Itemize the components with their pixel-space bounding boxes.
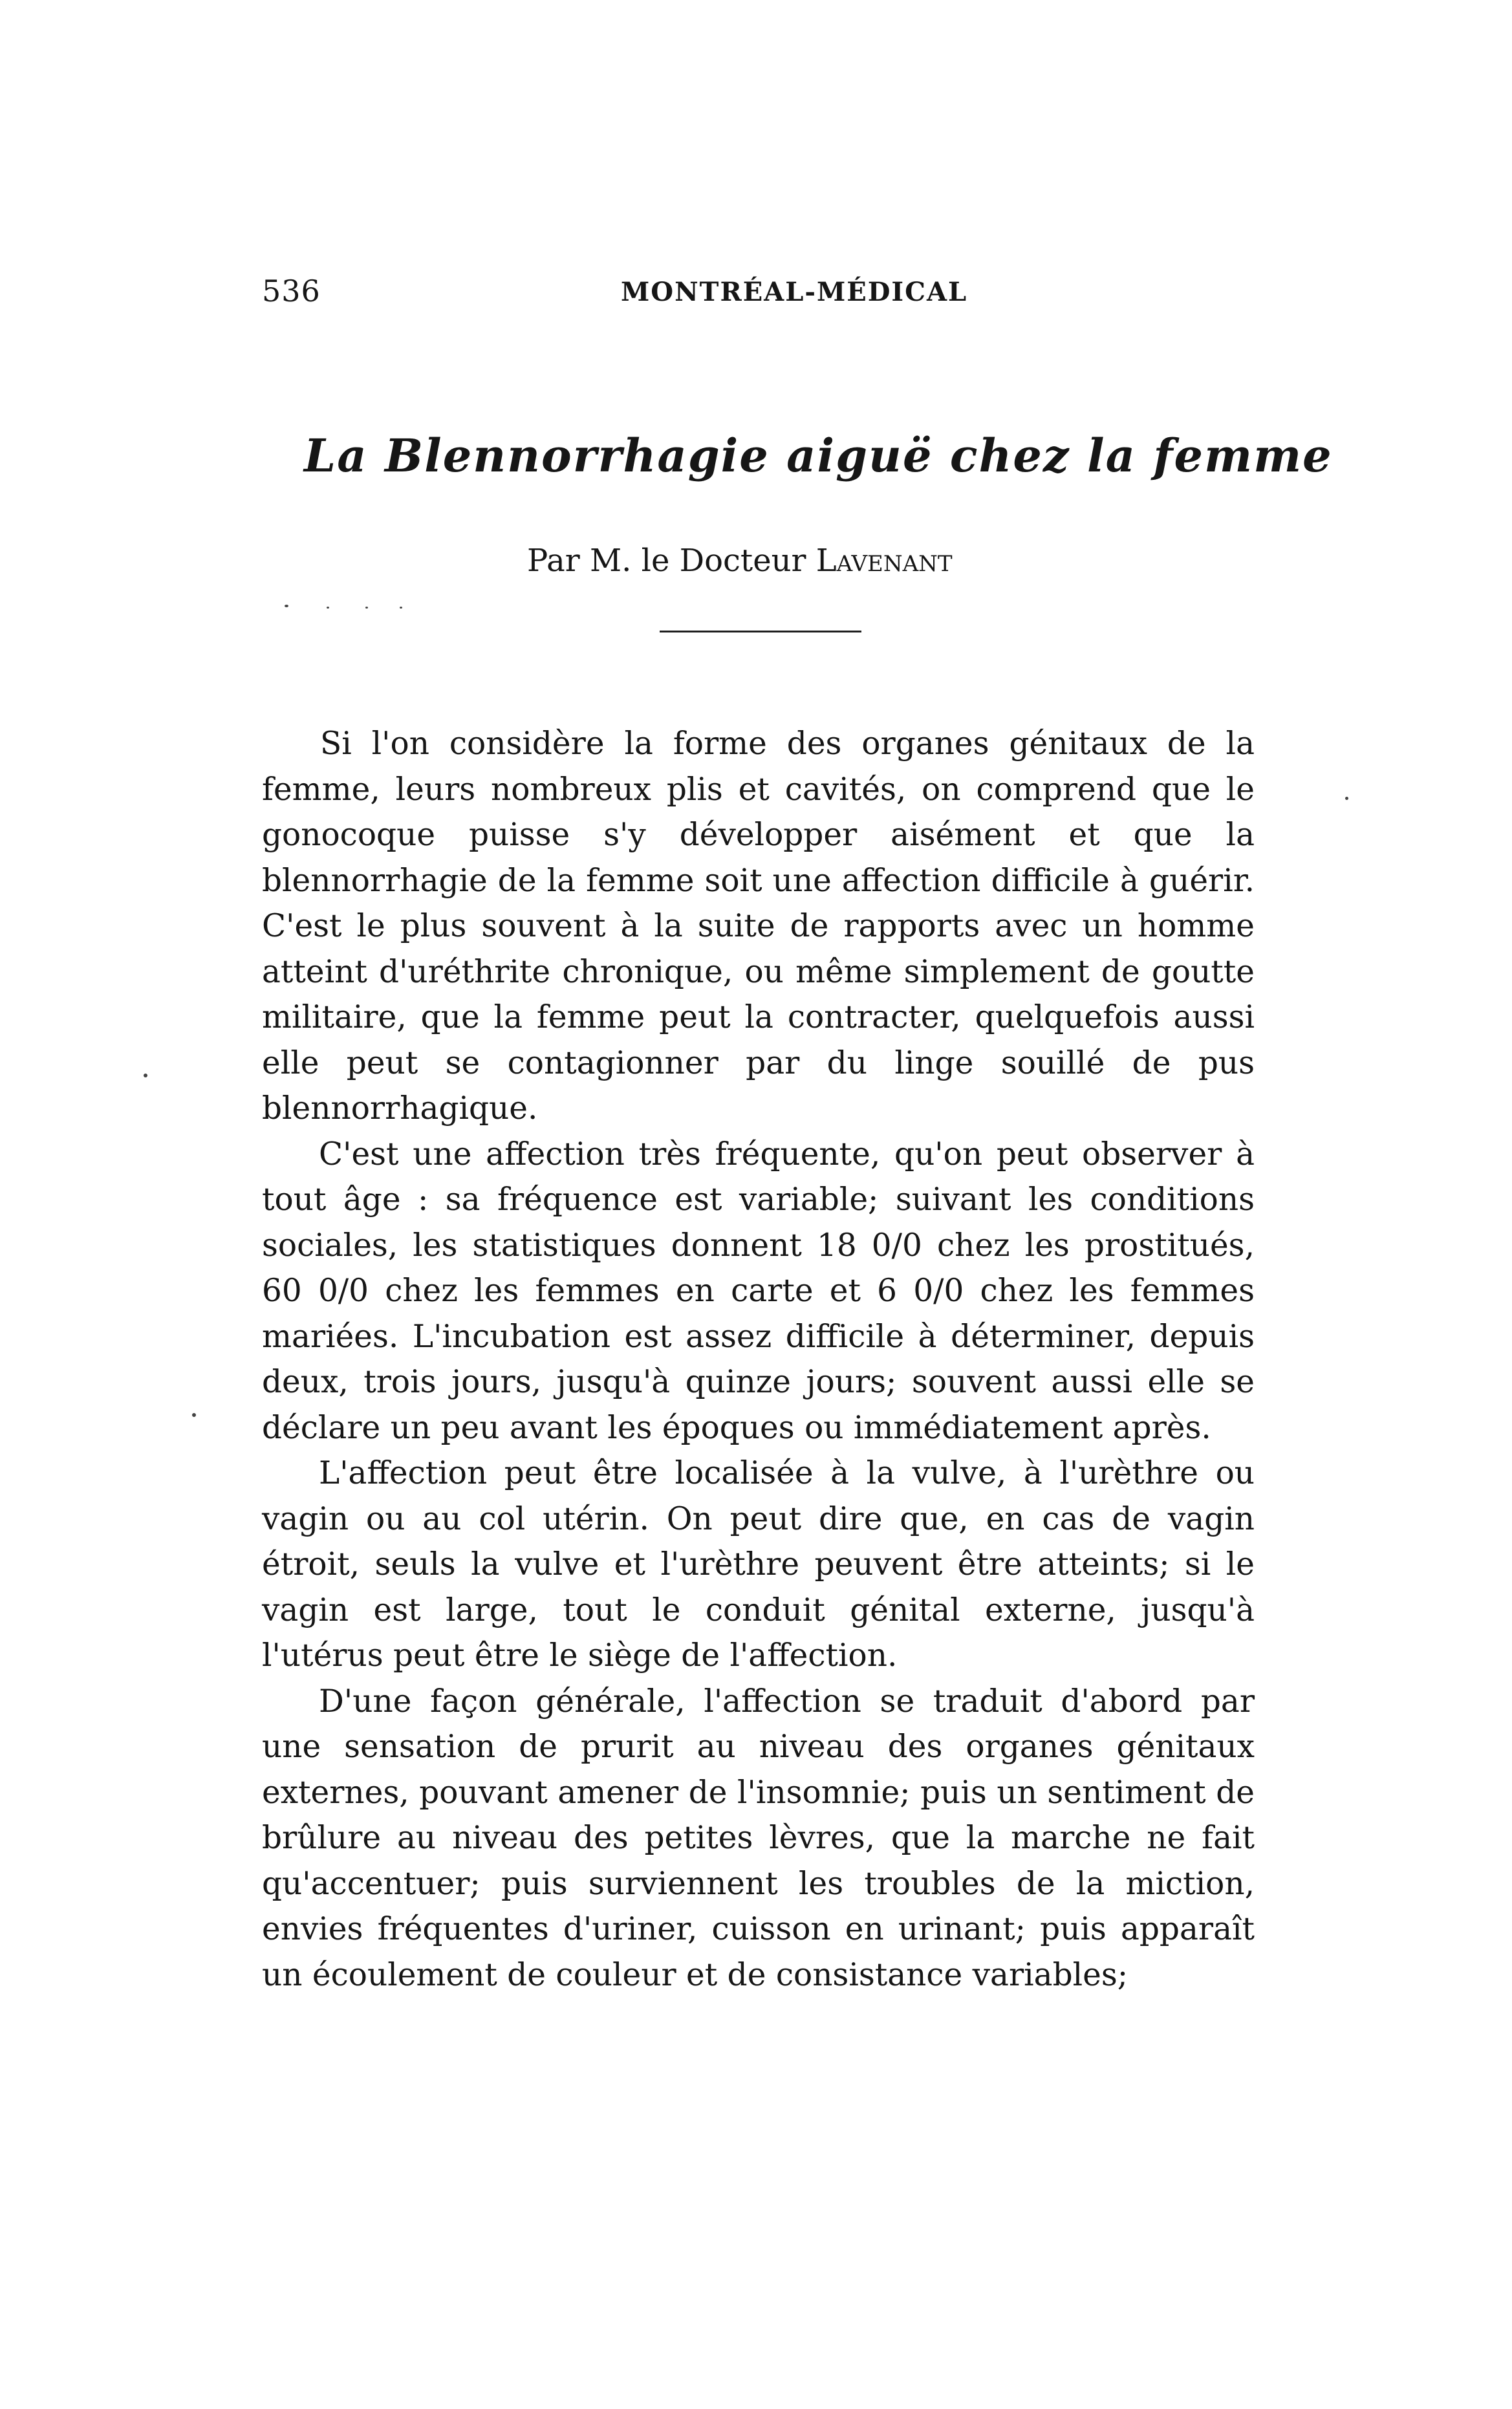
- article-title: La Blennorrhagie aiguë chez la femme: [304, 429, 1333, 482]
- speck: [400, 607, 402, 609]
- speck: [1345, 797, 1348, 800]
- body-paragraph-4: D'une façon générale, l'affection se traduit d'abord par une sensation de prurit au niveau des organes génitaux externes, pouvant amener de l'insomnie; puis un sentiment de brûlure au niveau des petites lèvres, que la marche ne fait qu'accentuer; puis surviennent les troubles de la miction, envies fréquentes d'uriner, cuisson en urinant; puis apparaît un écoulement de couleur et de consistance variables;: [262, 1683, 1255, 1993]
- byline-prefix: Par M. le Docteur: [527, 543, 816, 579]
- body-paragraph-2: C'est une affection très fréquente, qu'on peut observer à tout âge : sa fréquence est variable; suivant les conditions sociales, les statistiques donnent 18 0/0 chez les prostitués, 60 0/0 chez les femmes en carte et 6 0/0 chez les femmes mariées. L'incubation est assez difficile à déterminer, depuis deux, trois jours, jusqu'à quinze jours; souvent aussi elle se déclare un peu avant les époques ou immédiatement après.: [262, 1136, 1255, 1446]
- body-paragraph-1: Si l'on considère la forme des organes génitaux de la femme, leurs nombreux plis et cavités, on comprend que le gonocoque puisse s'y développer aisément et que la blennorrhagie de la femme soit une affection difficile à guérir. C'est le plus souvent à la suite de rapports avec un homme atteint d'uréthrite chronique, ou même simplement de goutte militaire, que la femme peut la contracter, quelquefois aussi elle peut se contagionner par du linge souillé de pus blennorrhagique.: [262, 726, 1255, 1127]
- article-body: [262, 721, 1255, 1998]
- speck: [192, 1413, 196, 1417]
- speck: [285, 605, 288, 607]
- byline: [527, 540, 953, 581]
- speck: [327, 607, 329, 609]
- running-head: MONTRÉAL-MÉDICAL: [621, 277, 968, 307]
- body-paragraph-3: L'affection peut être localisée à la vulve, à l'urèthre ou vagin ou au col utérin. On peut dire que, en cas de vagin étroit, seuls la vulve et l'urèthre peuvent être atteints; si le vagin est large, tout le conduit génital externe, jusqu'à l'utérus peut être le siège de l'affection.: [262, 1455, 1255, 1674]
- speck: [144, 1074, 147, 1077]
- title-rule: [660, 631, 861, 632]
- speck: [365, 607, 368, 609]
- byline-author: Lavenant: [815, 543, 953, 579]
- page-number: 536: [262, 274, 321, 308]
